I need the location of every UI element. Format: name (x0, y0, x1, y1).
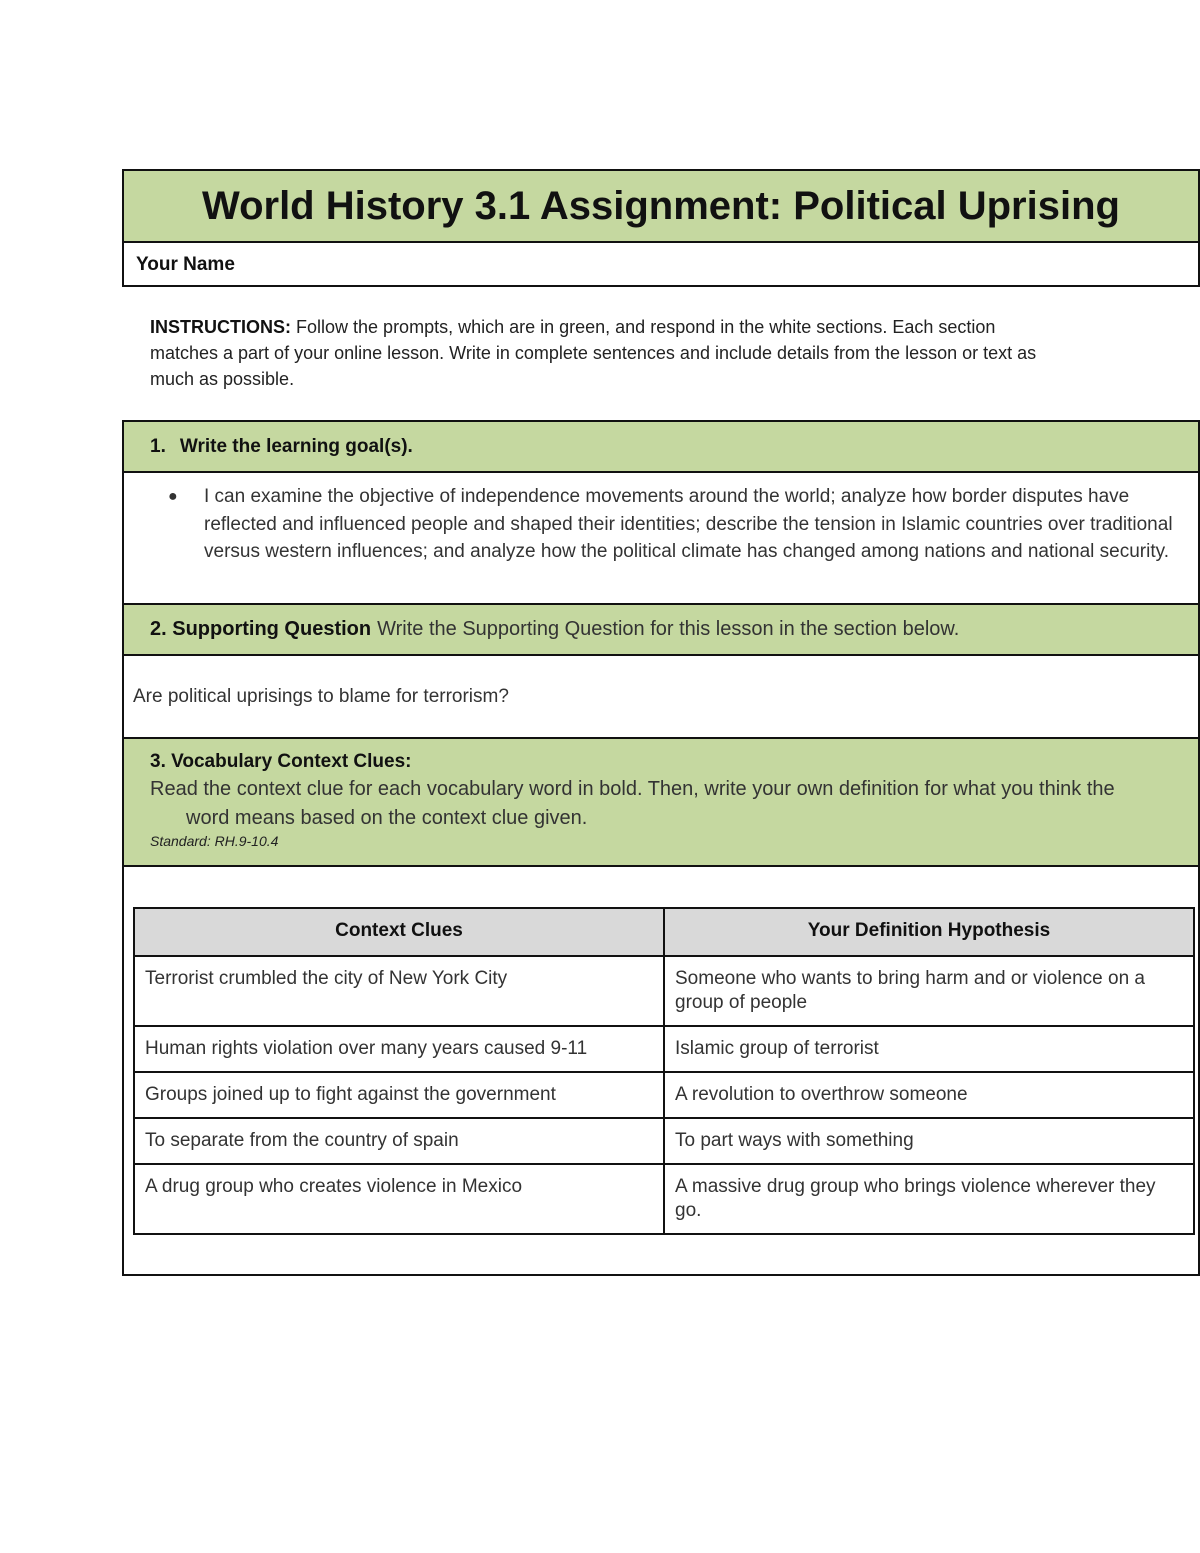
instructions-text: Follow the prompts, which are in green, and respond in the white sections. Each section matches a part of your online lesson. Write in complete sentences and include details from the lesson or text as much as possible. (150, 317, 1037, 389)
vocabulary-table (133, 907, 1195, 1235)
section3-title: 3. Vocabulary Context Clues: (150, 751, 412, 772)
section1-header (124, 422, 1198, 473)
section3-text-line2: word means based on the context clue given. (186, 807, 588, 829)
section2-prompt: Write the Supporting Question for this lesson in the section below. (377, 618, 960, 640)
table-row (134, 1164, 1194, 1234)
section3-header (124, 739, 1198, 867)
definition-cell[interactable]: To part ways with something (664, 1118, 1194, 1164)
section1-answer-area[interactable] (124, 473, 1198, 605)
title-row (124, 171, 1198, 243)
column-header-context-clues: Context Clues (134, 908, 664, 956)
section1-number: 1. (150, 435, 166, 457)
table-row (134, 1072, 1194, 1118)
learning-goal-answer: I can examine the objective of independence movements around the world; analyze how border disputes have reflected and influenced people and shaped their identities; describe the tension in Islamic countries over traditional versus western influences; and analyze how the political climate has changed among nations and national security. (204, 486, 1173, 562)
context-clue-cell: A drug group who creates violence in Mexico (134, 1164, 664, 1234)
table-row (134, 956, 1194, 1026)
section2-header (124, 605, 1198, 656)
definition-cell[interactable]: A revolution to overthrow someone (664, 1072, 1194, 1118)
instructions-label: INSTRUCTIONS: (150, 317, 291, 337)
section3-text-line1: Read the context clue for each vocabulary word in bold. Then, write your own definition for what you think the (150, 778, 1115, 800)
supporting-question-answer: Are political uprisings to blame for terrorism? (133, 685, 509, 707)
table-row (134, 1026, 1194, 1072)
column-header-definition: Your Definition Hypothesis (664, 908, 1194, 956)
assignment-sections (122, 420, 1200, 1276)
context-clue-cell: Groups joined up to fight against the government (134, 1072, 664, 1118)
name-row[interactable] (124, 243, 1198, 287)
context-clue-cell: Terrorist crumbled the city of New York City (134, 956, 664, 1026)
table-header-row (134, 908, 1194, 956)
table-row (134, 1118, 1194, 1164)
section1-title: Write the learning goal(s). (179, 435, 413, 457)
title-box (122, 169, 1200, 287)
section2-label: 2. Supporting Question (150, 618, 372, 640)
section3-standard: Standard: RH.9-10.4 (150, 833, 279, 849)
name-label: Your Name (136, 254, 235, 275)
context-clue-cell: To separate from the country of spain (134, 1118, 664, 1164)
definition-cell[interactable]: A massive drug group who brings violence wherever they go. (664, 1164, 1194, 1234)
section2-answer-area[interactable] (124, 656, 1198, 739)
page-title: World History 3.1 Assignment: Political Uprising (202, 183, 1120, 228)
section3-instructions (150, 775, 1195, 833)
definition-cell[interactable]: Islamic group of terrorist (664, 1026, 1194, 1072)
definition-cell[interactable]: Someone who wants to bring harm and or violence on a group of people (664, 956, 1194, 1026)
context-clue-cell: Human rights violation over many years caused 9-11 (134, 1026, 664, 1072)
instructions (150, 314, 1050, 392)
bullet-icon: ● (168, 488, 178, 505)
